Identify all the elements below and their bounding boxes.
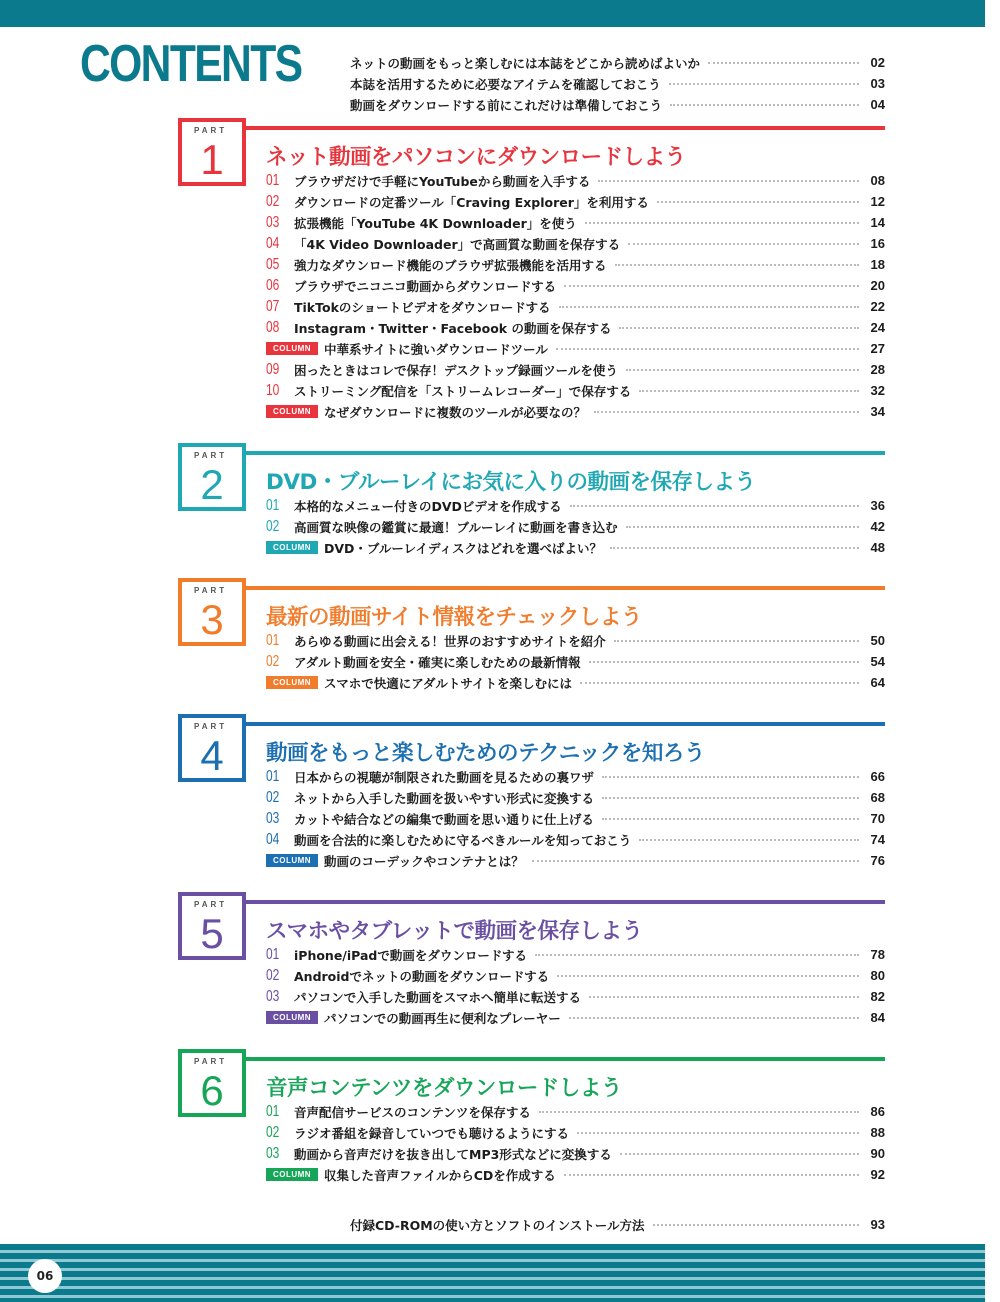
toc-page: 76: [870, 853, 885, 868]
toc-number: 08: [266, 318, 280, 336]
toc-page: 68: [870, 790, 885, 805]
part-title[interactable]: DVD・ブルーレイにお気に入りの動画を保存しよう: [266, 470, 756, 495]
toc-page: 28: [870, 362, 885, 377]
part-rule: [246, 900, 885, 904]
part-label: PART: [194, 1057, 228, 1066]
part-rule: [246, 586, 885, 590]
dot-leader: [589, 661, 859, 663]
toc-row[interactable]: [266, 338, 885, 359]
toc-page: 18: [870, 257, 885, 272]
dot-leader: [598, 180, 859, 182]
toc-page: 82: [870, 989, 885, 1004]
toc-page: 08: [870, 173, 885, 188]
dot-leader: [669, 83, 859, 85]
toc-page: 12: [870, 194, 885, 209]
toc-page: 84: [870, 1010, 885, 1025]
toc-number: 04: [266, 830, 280, 848]
part-number: 4: [200, 732, 224, 779]
toc-row[interactable]: [266, 317, 885, 338]
dot-leader: [614, 640, 859, 642]
toc-row[interactable]: [266, 1007, 885, 1028]
toc-title: 日本からの視聴が制限された動画を見るための裏ワザ: [294, 769, 595, 785]
toc-title: カットや結合などの編集で動画を思い通りに仕上げる: [294, 811, 594, 827]
toc-row[interactable]: [266, 651, 885, 672]
part-item-list: [266, 630, 885, 693]
part-title[interactable]: 動画をもっと楽しむためのテクニックを知ろう: [266, 741, 705, 766]
dot-leader: [602, 818, 859, 820]
dot-leader: [657, 201, 859, 203]
part-item-list: [266, 766, 885, 871]
dot-leader: [626, 526, 859, 528]
part-number-box: [178, 1049, 246, 1117]
toc-page: 74: [870, 832, 885, 847]
toc-row[interactable]: [266, 829, 885, 850]
intro-list: [350, 52, 885, 115]
toc-page: 66: [870, 769, 885, 784]
toc-row[interactable]: [266, 516, 885, 537]
toc-number: 07: [266, 297, 280, 315]
toc-page: 20: [870, 278, 885, 293]
toc-page: 50: [870, 633, 885, 648]
toc-row[interactable]: [350, 73, 885, 94]
toc-number: 09: [266, 360, 280, 378]
dot-leader: [585, 222, 859, 224]
toc-row[interactable]: [350, 94, 885, 115]
toc-row[interactable]: [266, 212, 885, 233]
dot-leader: [577, 1132, 859, 1134]
toc-title: ネットの動画をもっと楽しむには本誌をどこから読めばよいか: [350, 55, 701, 71]
column-badge: COLUMN: [266, 342, 318, 355]
toc-row[interactable]: [266, 1122, 885, 1143]
dot-leader: [628, 243, 859, 245]
toc-title: 収集した音声ファイルからCDを作成する: [324, 1167, 556, 1183]
toc-title: 本誌を活用するために必要なアイテムを確認しておこう: [350, 76, 661, 92]
toc-row[interactable]: [266, 233, 885, 254]
toc-number: 02: [266, 966, 280, 984]
dot-leader: [620, 1153, 859, 1155]
toc-title: 動画のコーデックやコンテナとは？: [324, 853, 524, 869]
dot-leader: [570, 505, 859, 507]
part-title[interactable]: 音声コンテンツをダウンロードしよう: [266, 1076, 622, 1101]
part-number: 2: [200, 461, 224, 508]
dot-leader: [539, 1111, 859, 1113]
toc-page: 04: [870, 97, 885, 112]
toc-page: 16: [870, 236, 885, 251]
part-rule: [246, 451, 885, 455]
toc-row[interactable]: [266, 965, 885, 986]
toc-row[interactable]: [266, 170, 885, 191]
toc-row[interactable]: [266, 275, 885, 296]
dot-leader: [708, 62, 859, 64]
part-item-list: [266, 944, 885, 1028]
part-rule: [246, 126, 885, 130]
toc-number: 05: [266, 255, 280, 273]
toc-title: 中華系サイトに強いダウンロードツール: [324, 341, 548, 357]
toc-row[interactable]: [266, 630, 885, 651]
toc-number: 01: [266, 945, 280, 963]
toc-number: 01: [266, 767, 280, 785]
toc-page: 54: [870, 654, 885, 669]
page-number: 06: [28, 1259, 62, 1293]
part-title[interactable]: ネット動画をパソコンにダウンロードしよう: [266, 145, 686, 170]
dot-leader: [639, 390, 859, 392]
part-number-box: [178, 714, 246, 782]
appendix-entry[interactable]: [350, 1214, 885, 1235]
page-title: CONTENTS: [80, 35, 302, 93]
toc-title: 困ったときはコレで保存！デスクトップ録画ツールを使う: [294, 362, 618, 378]
toc-title: ネットから入手した動画を扱いやすい形式に変換する: [294, 790, 595, 806]
toc-row[interactable]: [266, 254, 885, 275]
toc-number: 03: [266, 213, 280, 231]
toc-page: 03: [870, 76, 885, 91]
dot-leader: [564, 285, 859, 287]
dot-leader: [535, 954, 859, 956]
toc-row[interactable]: [266, 850, 885, 871]
toc-title: 強力なダウンロード機能のブラウザ拡張機能を活用する: [294, 257, 607, 273]
toc-number: 03: [266, 1144, 280, 1162]
toc-number: 10: [266, 381, 280, 399]
toc-number: 01: [266, 1102, 280, 1120]
toc-page: 80: [870, 968, 885, 983]
dot-leader: [569, 1017, 859, 1019]
toc-page: 34: [870, 404, 885, 419]
toc-title: Instagram・Twitter・Facebook の動画を保存する: [294, 320, 612, 336]
part-number: 6: [200, 1067, 224, 1114]
toc-number: 02: [266, 652, 280, 670]
toc-title: あらゆる動画に出会える！世界のおすすめサイトを紹介: [294, 633, 606, 649]
dot-leader: [653, 1224, 859, 1226]
toc-page: 36: [870, 498, 885, 513]
part-number: 3: [200, 596, 224, 643]
dot-leader: [564, 1174, 859, 1176]
toc-row[interactable]: [266, 808, 885, 829]
toc-title: ラジオ番組を録音していつでも聴けるようにする: [294, 1125, 570, 1141]
toc-row[interactable]: [266, 537, 885, 558]
column-badge: COLUMN: [266, 405, 318, 418]
toc-number: 02: [266, 192, 280, 210]
toc-title: ダウンロードの定番ツール「Craving Explorer」を利用する: [294, 194, 649, 210]
toc-row[interactable]: [266, 1143, 885, 1164]
toc-number: 01: [266, 496, 280, 514]
toc-page: 93: [870, 1217, 885, 1232]
toc-title: 動画を合法的に楽しむために守るべきルールを知っておこう: [294, 832, 632, 848]
toc-title: アダルト動画を安全・確実に楽しむための最新情報: [294, 654, 581, 670]
toc-title: TikTokのショートビデオをダウンロードする: [294, 299, 551, 315]
part-label: PART: [194, 722, 228, 731]
toc-title: パソコンでの動画再生に便利なプレーヤー: [324, 1010, 561, 1026]
toc-title: iPhone/iPadで動画をダウンロードする: [294, 947, 527, 963]
column-badge: COLUMN: [266, 854, 318, 867]
column-badge: COLUMN: [266, 541, 318, 554]
toc-number: 01: [266, 171, 280, 189]
toc-title: 動画をダウンロードする前にこれだけは準備しておこう: [350, 97, 663, 113]
toc-page: 32: [870, 383, 885, 398]
toc-title: 本格的なメニュー付きのDVDビデオを作成する: [294, 498, 562, 514]
part-label: PART: [194, 451, 228, 460]
toc-title: 「4K Video Downloader」で高画質な動画を保存する: [294, 236, 621, 252]
toc-row[interactable]: [266, 401, 885, 422]
toc-number: 02: [266, 1123, 280, 1141]
dot-leader: [556, 348, 859, 350]
toc-title: 高画質な映像の鑑賞に最適！ブルーレイに動画を書き込む: [294, 519, 618, 535]
toc-page: 92: [870, 1167, 885, 1182]
dot-leader: [594, 411, 859, 413]
toc-title: スマホで快適にアダルトサイトを楽しむには: [324, 675, 573, 691]
column-badge: COLUMN: [266, 676, 318, 689]
part-rule: [246, 722, 885, 726]
part-label: PART: [194, 586, 228, 595]
part-label: PART: [194, 126, 228, 135]
toc-row[interactable]: [266, 986, 885, 1007]
toc-title: ストリーミング配信を「ストリームレコーダー」で保存する: [294, 383, 632, 399]
part-label: PART: [194, 900, 228, 909]
toc-page: 42: [870, 519, 885, 534]
toc-row[interactable]: [266, 296, 885, 317]
toc-row[interactable]: [266, 766, 885, 787]
dot-leader: [626, 369, 859, 371]
toc-row[interactable]: [350, 1214, 885, 1235]
part-number-box: [178, 443, 246, 511]
top-bar: [0, 0, 985, 27]
dot-leader: [589, 996, 859, 998]
toc-row[interactable]: [266, 191, 885, 212]
toc-page: 70: [870, 811, 885, 826]
part-rule: [246, 1057, 885, 1061]
dot-leader: [580, 682, 859, 684]
dot-leader: [619, 327, 859, 329]
toc-row[interactable]: [266, 672, 885, 693]
toc-title: 付録CD-ROMの使い方とソフトのインストール方法: [350, 1217, 645, 1233]
toc-row[interactable]: [266, 380, 885, 401]
toc-title: ブラウザでニコニコ動画からダウンロードする: [294, 278, 557, 294]
dot-leader: [602, 776, 859, 778]
toc-row[interactable]: [266, 1164, 885, 1185]
toc-number: 03: [266, 987, 280, 1005]
part-number: 1: [200, 136, 224, 183]
part-item-list: [266, 495, 885, 558]
toc-page: 64: [870, 675, 885, 690]
dot-leader: [559, 306, 859, 308]
part-number-box: [178, 118, 246, 186]
column-badge: COLUMN: [266, 1011, 318, 1024]
bottom-stripes: [0, 1244, 985, 1302]
toc-number: 02: [266, 788, 280, 806]
toc-number: 03: [266, 809, 280, 827]
column-badge: COLUMN: [266, 1168, 318, 1181]
toc-page: 90: [870, 1146, 885, 1161]
toc-page: 24: [870, 320, 885, 335]
toc-page: 27: [870, 341, 885, 356]
toc-number: 02: [266, 517, 280, 535]
toc-title: パソコンで入手した動画をスマホへ簡単に転送する: [294, 989, 582, 1005]
toc-page: 22: [870, 299, 885, 314]
toc-page: 14: [870, 215, 885, 230]
toc-title: DVD・ブルーレイディスクはどれを選べばよい？: [324, 540, 603, 556]
dot-leader: [532, 860, 859, 862]
toc-page: 88: [870, 1125, 885, 1140]
part-number: 5: [200, 910, 224, 957]
part-title[interactable]: スマホやタブレットで動画を保存しよう: [266, 919, 643, 944]
part-number-box: [178, 892, 246, 960]
toc-number: 06: [266, 276, 280, 294]
toc-row[interactable]: [266, 787, 885, 808]
toc-row[interactable]: [266, 495, 885, 516]
part-number-box: [178, 578, 246, 646]
toc-page: 02: [870, 55, 885, 70]
toc-page: 86: [870, 1104, 885, 1119]
toc-title: 音声配信サービスのコンテンツを保存する: [294, 1104, 531, 1120]
part-title[interactable]: 最新の動画サイト情報をチェックしよう: [266, 605, 642, 630]
dot-leader: [610, 547, 859, 549]
toc-row[interactable]: [350, 52, 885, 73]
toc-page: 48: [870, 540, 885, 555]
dot-leader: [670, 104, 859, 106]
toc-title: 拡張機能「YouTube 4K Downloader」を使う: [294, 215, 577, 231]
toc-title: なぜダウンロードに複数のツールが必要なの？: [324, 404, 587, 420]
toc-page: 78: [870, 947, 885, 962]
toc-title: Androidでネットの動画をダウンロードする: [294, 968, 550, 984]
dot-leader: [639, 839, 859, 841]
dot-leader: [557, 975, 859, 977]
dot-leader: [602, 797, 859, 799]
part-item-list: [266, 170, 885, 422]
toc-number: 01: [266, 631, 280, 649]
toc-number: 04: [266, 234, 280, 252]
toc-title: ブラウザだけで手軽にYouTubeから動画を入手する: [294, 173, 591, 189]
toc-row[interactable]: [266, 1101, 885, 1122]
toc-row[interactable]: [266, 359, 885, 380]
part-item-list: [266, 1101, 885, 1185]
dot-leader: [615, 264, 859, 266]
toc-row[interactable]: [266, 944, 885, 965]
toc-title: 動画から音声だけを抜き出してMP3形式などに変換する: [294, 1146, 612, 1162]
